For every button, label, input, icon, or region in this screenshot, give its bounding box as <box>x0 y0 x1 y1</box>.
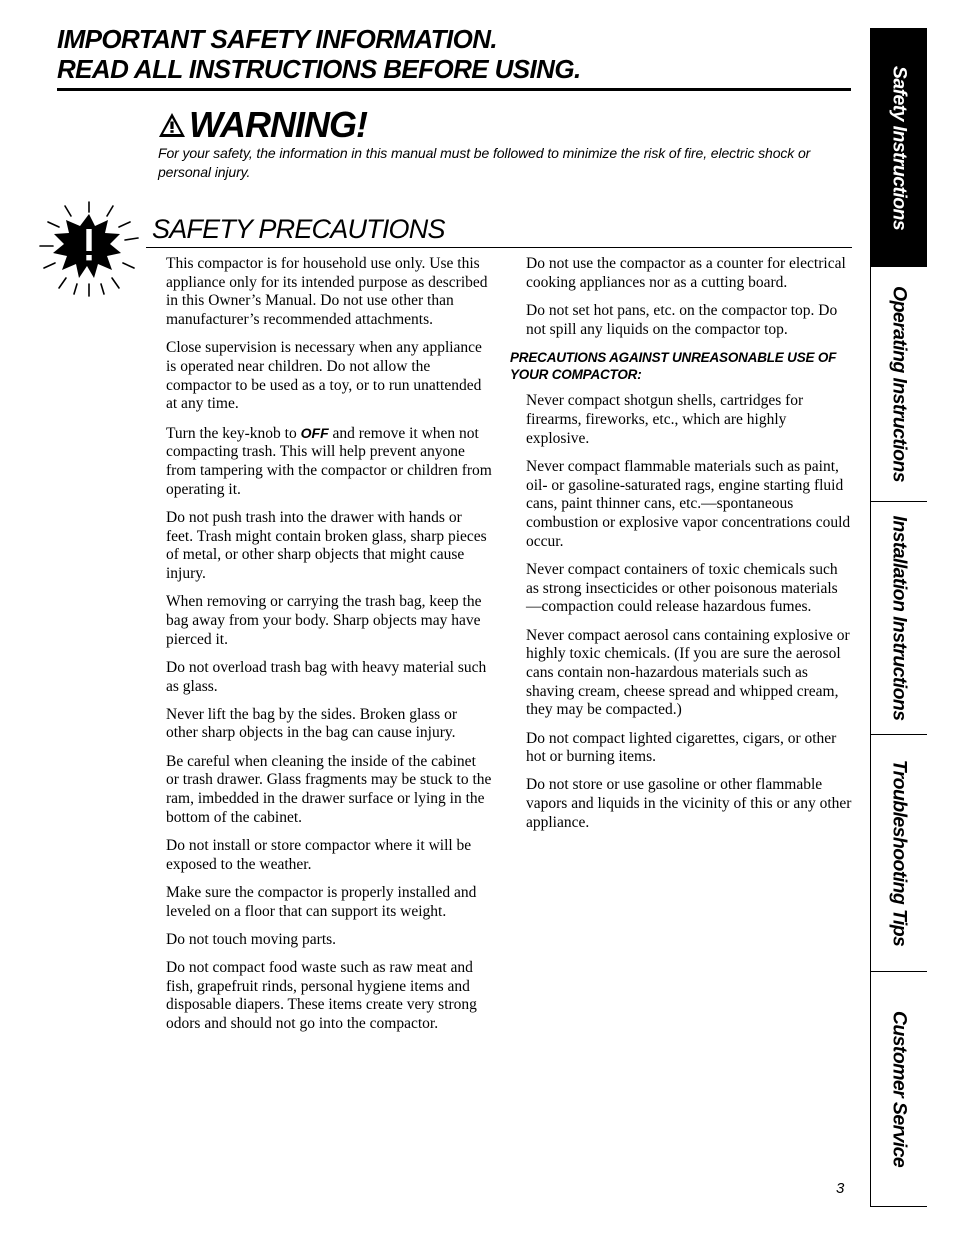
precaution-item: Never compact containers of toxic chemicals such as strong insecticides or other poisonous materials—compaction could release hazardous fumes. <box>526 560 838 616</box>
tab-label: Operating Instructions <box>888 286 911 482</box>
safety-paragraph: Do not compact food waste such as raw meat and fish, grapefruit rinds, personal hygiene items and disposable diapers. These items create very strong odors and should not go into the compactor. <box>166 959 477 1033</box>
warning-heading <box>158 104 850 146</box>
warning-title: WARNING! <box>189 104 367 145</box>
header-title-line-2: READ ALL INSTRUCTIONS BEFORE USING. <box>57 54 581 84</box>
safety-paragraph: Do not overload trash bag with heavy material such as glass. <box>166 658 487 695</box>
tab-operating-instructions[interactable] <box>871 266 927 501</box>
tab-label: Troubleshooting Tips <box>888 759 911 947</box>
key-knob-text-after: and remove it when not compacting trash. This will help prevent anyone from tampering with the compactor or children from operating it. <box>166 424 492 498</box>
warning-triangle-icon <box>158 112 186 138</box>
precaution-item: Never compact flammable materials such as paint, oil- or gasoline-saturated rags, engine starting fluid cans, paint thinner cans, etc.—spontaneous combustion or explosive vapor concentrations could occur. <box>526 457 851 550</box>
precaution-item: Do not compact lighted cigarettes, cigars, or other hot or burning items. <box>526 729 837 766</box>
warning-text: For your safety, the information in this manual must be followed to minimize the risk of fire, electric shock or personal injury. <box>158 145 811 180</box>
precaution-item: Never compact aerosol cans containing explosive or highly toxic chemicals. (If you are sure the aerosol cans contain non-hazardous materials such as shaving cream, cheese spread and whipped cream, they may be compacted.) <box>526 626 850 719</box>
precaution-item: Never compact shotgun shells, cartridges for firearms, fireworks, etc., which are highly explosive. <box>526 392 804 447</box>
right-column <box>510 255 852 842</box>
tab-customer-service[interactable] <box>871 971 927 1206</box>
safety-paragraph: Do not use the compactor as a counter for electrical cooking appliances nor as a cutting board. <box>526 255 846 291</box>
safety-paragraph: Never lift the bag by the sides. Broken glass or other sharp objects in the bag can cause injury. <box>166 705 457 742</box>
header-title-line-1: IMPORTANT SAFETY INFORMATION. <box>57 24 497 54</box>
safety-paragraph: Do not set hot pans, etc. on the compactor top. Do not spill any liquids on the compactor top. <box>526 301 838 338</box>
section-title: SAFETY PRECAUTIONS <box>152 214 445 244</box>
tab-safety-instructions[interactable] <box>871 28 927 266</box>
key-knob-text-before: Turn the key-knob to <box>166 424 301 442</box>
page-header <box>57 24 851 84</box>
warning-block <box>158 104 850 182</box>
off-keyword: OFF <box>300 424 329 441</box>
section-tabs-sidebar <box>870 28 927 1207</box>
tab-label: Customer Service <box>888 1010 911 1168</box>
safety-paragraph: When removing or carrying the trash bag, keep the bag away from your body. Sharp objects may have pierced it. <box>166 593 482 648</box>
tab-label: Installation Instructions <box>888 515 911 721</box>
header-divider <box>57 88 851 91</box>
tab-troubleshooting-tips[interactable] <box>871 734 927 971</box>
tab-installation-instructions[interactable] <box>871 501 927 734</box>
left-column <box>166 255 492 1043</box>
safety-paragraph: Do not install or store compactor where it will be exposed to the weather. <box>166 836 472 873</box>
section-divider <box>146 247 852 248</box>
safety-paragraph <box>166 424 492 500</box>
precaution-item: Do not store or use gasoline or other flammable vapors and liquids in the vicinity of this or any other appliance. <box>526 776 852 831</box>
precautions-subheading: PRECAUTIONS AGAINST UNREASONABLE USE OF YOUR COMPACTOR: <box>510 350 837 383</box>
safety-paragraph: Be careful when cleaning the inside of the cabinet or trash drawer. Glass fragments may be stuck to the ram, imbedded in the drawer surface or lying in the bottom of the cabinet. <box>166 752 492 826</box>
page-number: 3 <box>836 1180 845 1197</box>
safety-paragraph: This compactor is for household use only. Use this appliance only for its intended purpose as described in this Owner’s Manual. Do not use other than manufacturer’s recommended attachments. <box>166 255 488 329</box>
safety-paragraph: Do not touch moving parts. <box>166 930 337 948</box>
safety-paragraph: Close supervision is necessary when any appliance is operated near children. Do not allow the compactor to be used as a toy, or to run unattended at any time. <box>166 339 482 413</box>
exclamation-burst-icon <box>34 196 144 300</box>
safety-paragraph: Do not push trash into the drawer with hands or feet. Trash might contain broken glass, sharp pieces of metal, or other sharp objects that might cause injury. <box>166 508 487 583</box>
safety-paragraph: Make sure the compactor is properly installed and leveled on a floor that can support its weight. <box>166 883 477 920</box>
tab-label: Safety Instructions <box>888 65 911 230</box>
